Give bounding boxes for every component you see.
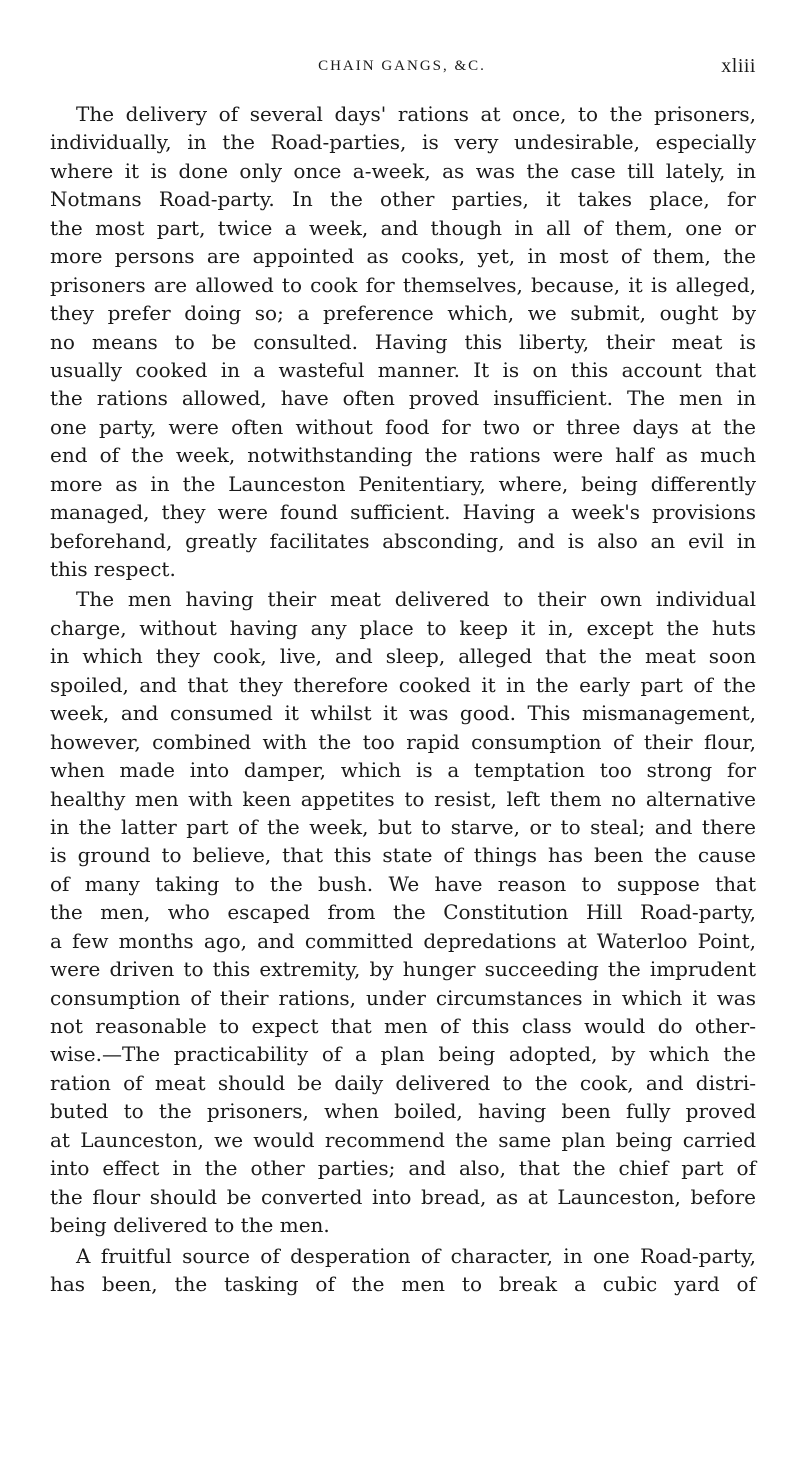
text-line: a few months ago, and committed depredations at Waterloo Point,: [50, 928, 756, 953]
text-line: individually, in the Road-parties, is very undesirable, especially: [50, 130, 756, 155]
text-line: in which they cook, live, and sleep, alleged that the meat soon: [50, 644, 756, 669]
page-number: xliii: [721, 55, 756, 77]
page-header: [48, 55, 756, 84]
text-line: has been, the tasking of the men to break a cubic yard of: [50, 1271, 756, 1296]
text-line: A fruitful source of desperation of character, in one Road-party,: [76, 1243, 756, 1268]
text-line: at Launceston, we would recommend the same plan being carried: [50, 1127, 756, 1152]
text-line: charge, without having any place to keep it in, except the huts: [50, 615, 756, 640]
text-line: Notmans Road-party. In the other parties, it takes place, for: [50, 187, 756, 212]
text-line: the men, who escaped from the Constitution Hill Road-party,: [50, 900, 756, 925]
text-line: end of the week, notwithstanding the rations were half as much: [50, 443, 756, 468]
text-line: The men having their meat delivered to their own individual: [76, 587, 756, 612]
text-line: is ground to believe, that this state of things has been the cause: [50, 843, 756, 868]
text-line: where it is done only once a-week, as was the case till lately, in: [50, 158, 756, 183]
text-line: no means to be consulted. Having this liberty, their meat is: [50, 329, 756, 354]
text-line: in the latter part of the week, but to starve, or to steal; and there: [50, 814, 756, 839]
paragraph: [50, 1242, 756, 1299]
text-line: being delivered to the men.: [50, 1213, 330, 1238]
text-line: not reasonable to expect that men of this class would do other-: [50, 1014, 756, 1038]
text-line: The delivery of several days' rations at once, to the prisoners,: [76, 102, 756, 126]
text-line: one party, were often without food for two or three days at the: [50, 414, 756, 439]
text-line: when made into damper, which is a temptation too strong for: [50, 758, 756, 783]
text-line: into effect in the other parties; and also, that the chief part of: [50, 1156, 756, 1181]
text-line: this respect.: [50, 557, 176, 581]
text-line: they prefer doing so; a preference which, we submit, ought by: [50, 301, 756, 326]
text-line: consumption of their rations, under circumstances in which it was: [50, 985, 756, 1010]
text-line: week, and consumed it whilst it was good. This mismanagement,: [50, 701, 756, 726]
text-line: usually cooked in a wasteful manner. It is on this account that: [50, 357, 756, 382]
text-line: were driven to this extremity, by hunger succeeding the imprudent: [50, 957, 756, 982]
text-line: managed, they were found sufficient. Having a week's provisions: [50, 500, 756, 525]
text-line: healthy men with keen appetites to resist, left them no alternative: [50, 786, 756, 811]
text-line: wise.—The practicability of a plan being adopted, by which the: [50, 1042, 756, 1067]
running-head: CHAIN GANGS, &C.: [318, 58, 486, 74]
body-text: [50, 100, 756, 1298]
text-line: more as in the Launceston Penitentiary, where, being differently: [50, 471, 756, 496]
text-line: the most part, twice a week, and though in all of them, one or: [50, 215, 756, 240]
text-line: buted to the prisoners, when boiled, having been fully proved: [50, 1099, 756, 1124]
paragraph: [50, 100, 756, 583]
text-line: spoiled, and that they therefore cooked it in the early part of the: [50, 672, 756, 697]
text-line: ration of meat should be daily delivered to the cook, and distri-: [50, 1070, 756, 1095]
text-line: beforehand, greatly facilitates absconding, and is also an evil in: [50, 528, 756, 553]
text-line: of many taking to the bush. We have reason to suppose that: [50, 871, 756, 896]
text-line: the flour should be converted into bread, as at Launceston, before: [50, 1184, 756, 1209]
text-line: prisoners are allowed to cook for themselves, because, it is alleged,: [50, 272, 756, 297]
text-line: however, combined with the too rapid consumption of their flour,: [50, 729, 756, 754]
text-line: the rations allowed, have often proved insufficient. The men in: [50, 386, 756, 411]
paragraph: [50, 585, 756, 1239]
text-line: more persons are appointed as cooks, yet, in most of them, the: [50, 244, 756, 269]
